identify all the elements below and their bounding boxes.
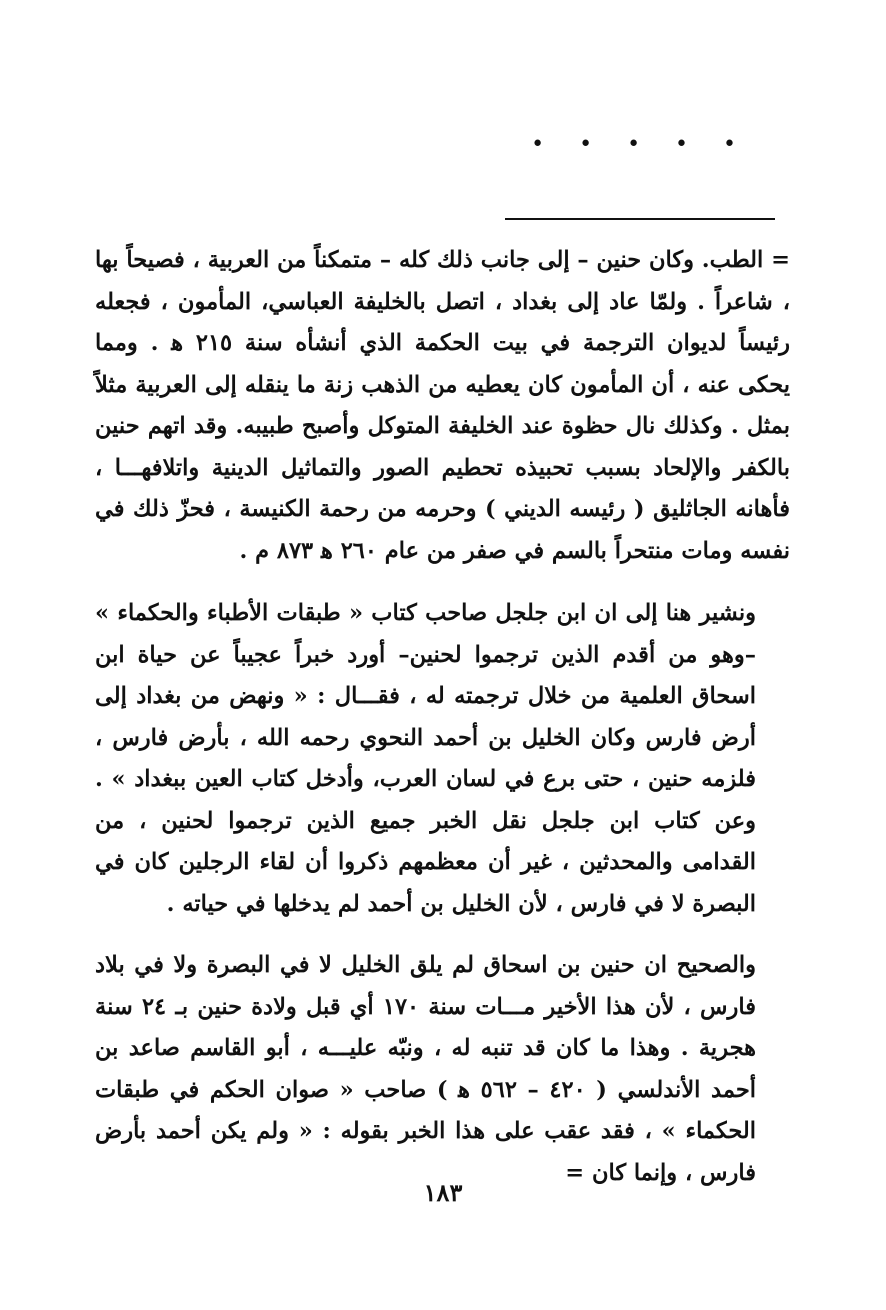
- page-number: ١٨٣: [423, 1178, 463, 1207]
- paragraph-hunayn-biography: [95, 240, 790, 572]
- paragraph-correction: [95, 945, 790, 1194]
- ornament-dots: • • • • •: [531, 132, 750, 157]
- paragraph-text: = الطب. وكان حنين – إلى جانب ذلك كله – متمكناً من العربية ، فصيحاً بها ، شاعراً . ولمّا عاد إلى بغداد ، اتصل بالخليفة العباسي، المأمون ، فجعله رئيساً لديوان الترجمة في بيت الحكمة الذي أنشأه سنة ٢١٥ ﻫ . ومما يحكى عنه ، أن المأمون كان يعطيه من الذهب زنة ما ينقله إلى العربية مثلاً بمثل . وكذلك نال حظوة عند الخليفة المتوكل وأصبح طبيبه. وقد اتهم حنين بالكفر والإلحاد بسبب تحبيذه تحطيم الصور والتماثيل الدينية واتلافهـــا ، فأهانه الجاثليق ( رئيسه الديني ) وحرمه من رحمة الكنيسة ، فحزّ ذلك في نفسه ومات منتحراً بالسم في صفر من عام ٢٦٠ ﻫ ٨٧٣ م .: [95, 247, 790, 564]
- separator-rule: [505, 218, 775, 220]
- paragraph-ibn-juljul-report: [95, 593, 790, 925]
- paragraph-text: ونشير هنا إلى ان ابن جلجل صاحب كتاب « طبقات الأطباء والحكماء » –وهو من أقدم الذين ترجموا لحنين– أورد خبراً عجيباً عن حياة ابن اسحاق العلمية من خلال ترجمته له ، فقـــال : « ونهض من بغداد إلى أرض فارس وكان الخليل بن أحمد النحوي رحمه الله ، بأرض فارس ، فلزمه حنين ، حتى برع في لسان العرب، وأدخل كتاب العين ببغداد » . وعن كتاب ابن جلجل نقل الخبر جميع الذين ترجموا لحنين ، من القدامى والمحدثين ، غير أن معظمهم ذكروا أن لقاء الرجلين كان في البصرة لا في فارس ، لأن الخليل بن أحمد لم يدخلها في حياته .: [95, 600, 756, 917]
- paragraph-text: والصحيح ان حنين بن اسحاق لم يلق الخليل لا في البصرة ولا في بلاد فارس ، لأن هذا الأخير مـــات سنة ١٧٠ أي قبل ولادة حنين بـ ٢٤ سنة هجرية . وهذا ما كان قد تنبه له ، ونبّه عليـــه ، أبو القاسم صاعد بن أحمد الأندلسي ( ٤٢٠ – ٥٦٢ ﻫ ) صاحب « صوان الحكم في طبقات الحكماء » ، فقد عقب على هذا الخبر بقوله : « ولم يكن أحمد بأرض فارس ، وإنما كان =: [95, 952, 757, 1186]
